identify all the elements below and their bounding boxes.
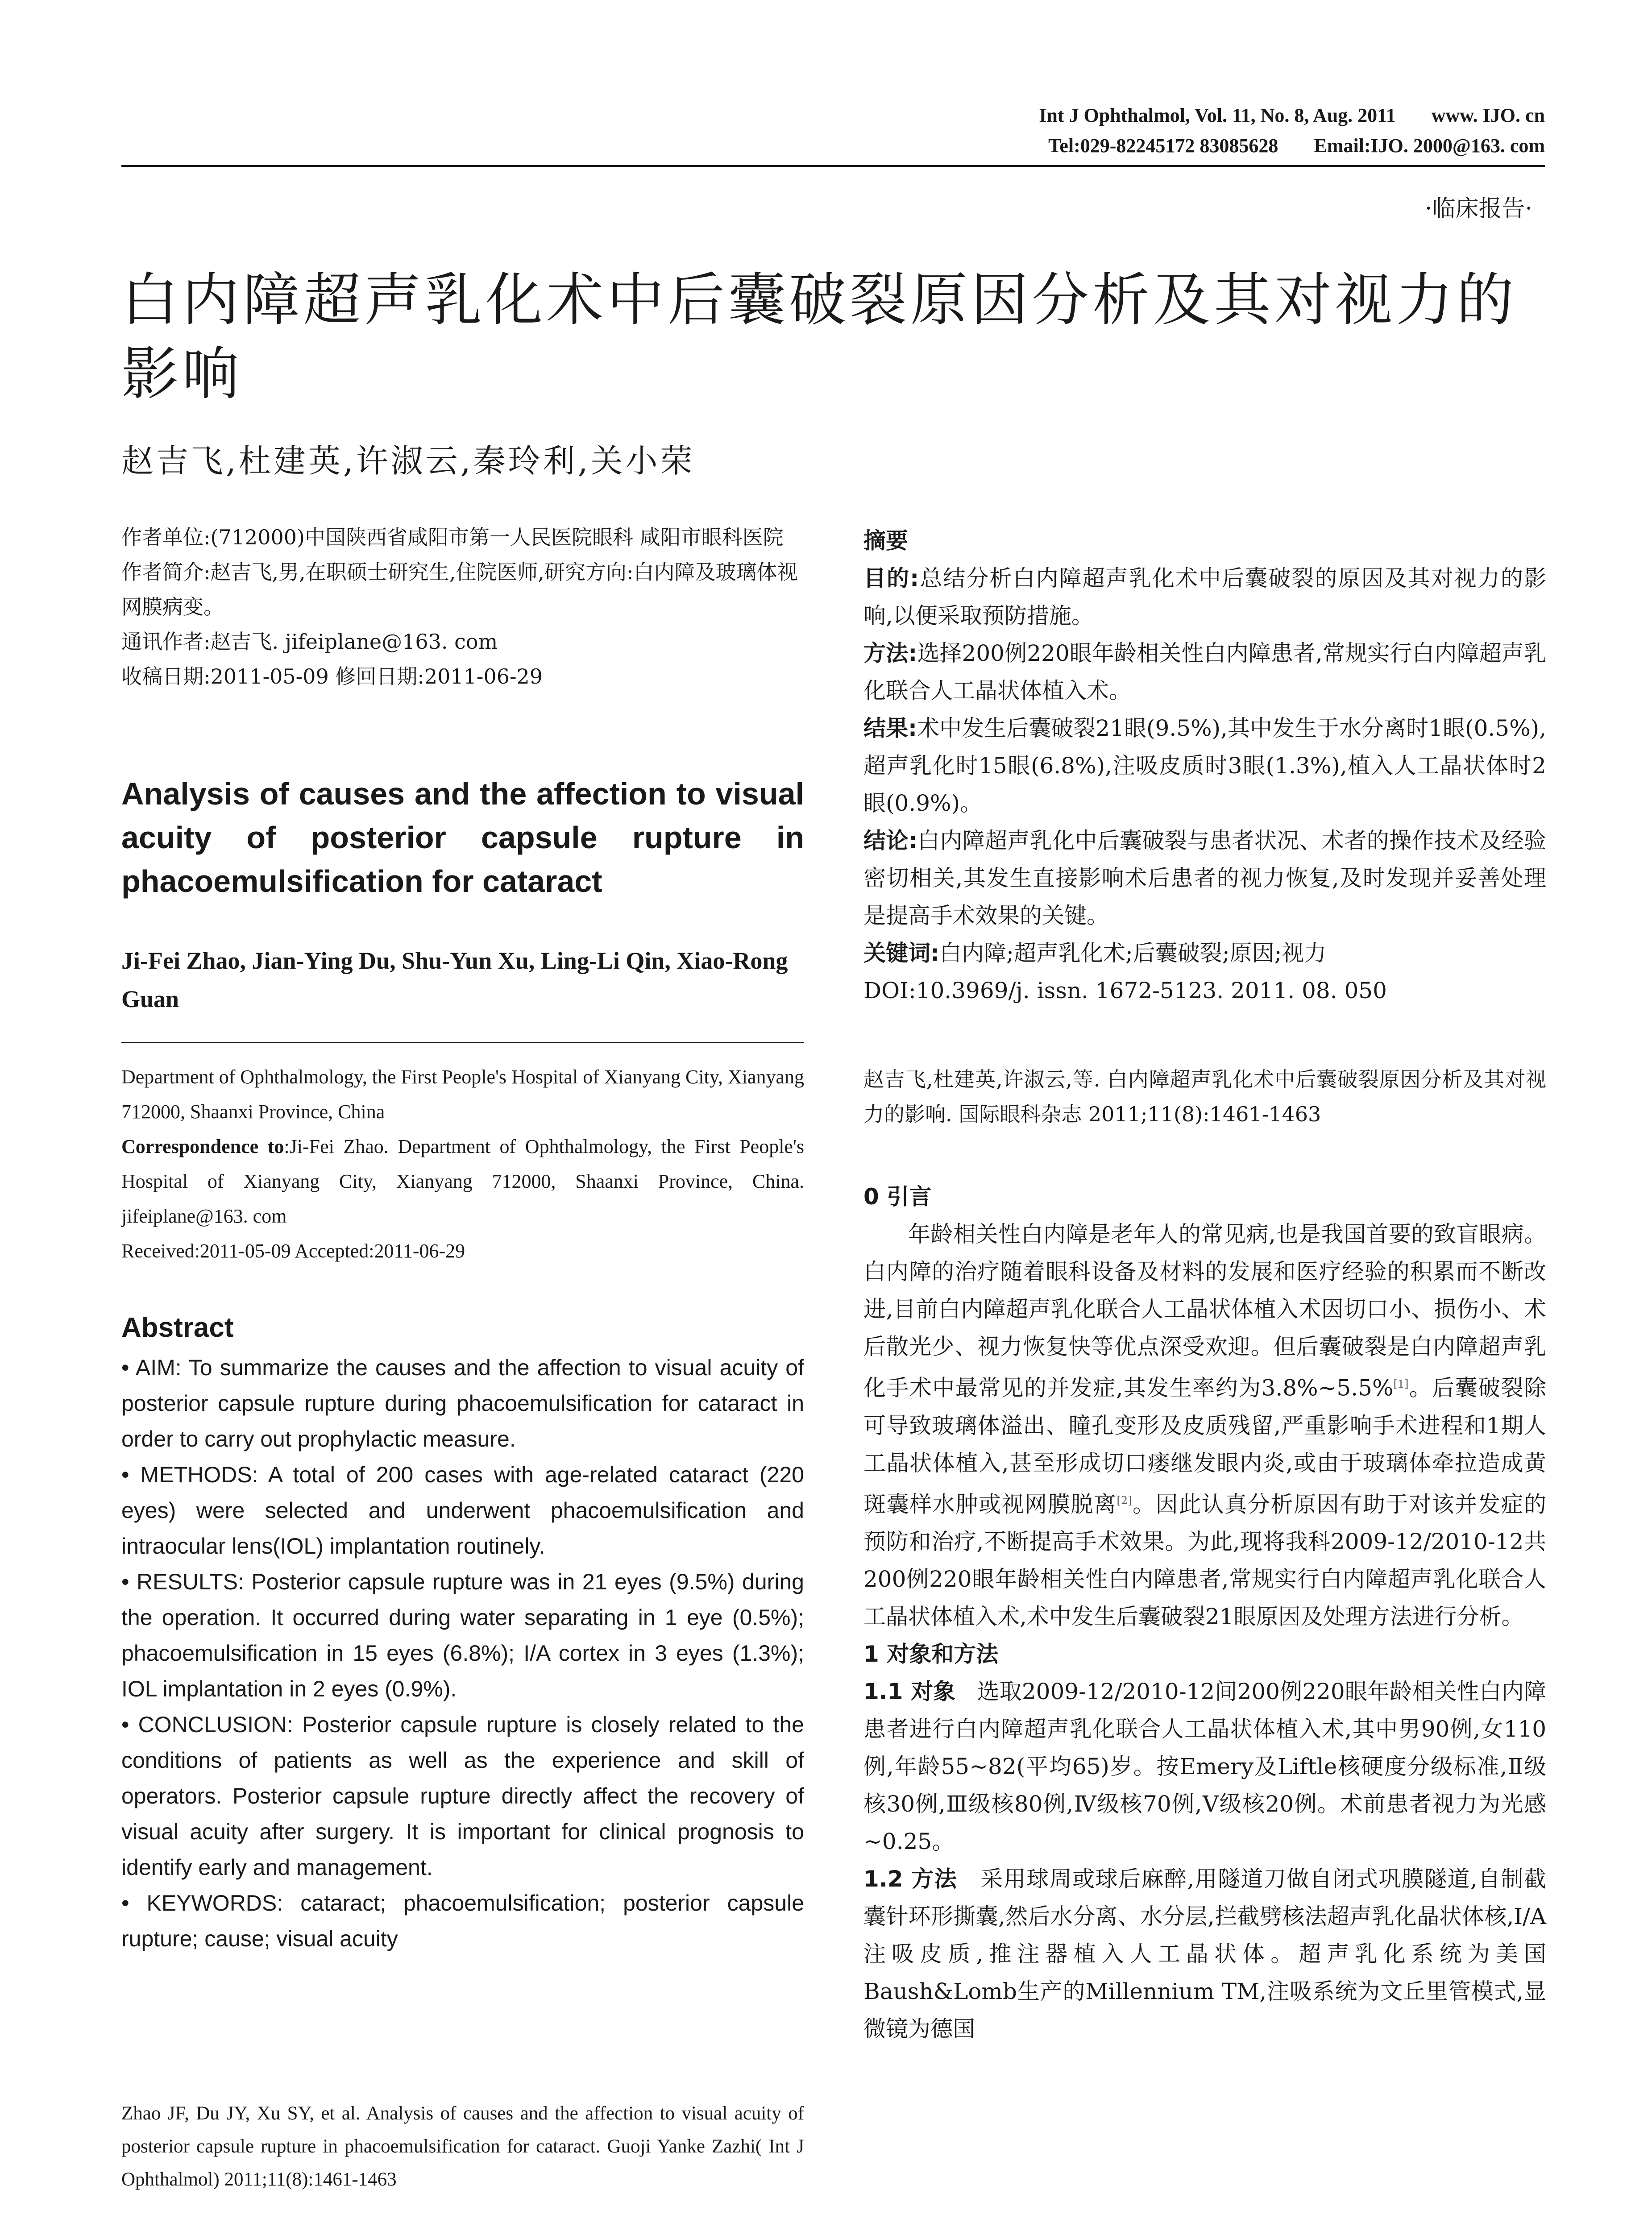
subjects-text: 选取2009-12/2010-12间200例220眼年龄相关性白内障患者进行白内障超声乳化联合人工晶状体植入术,其中男90例,女110例,年龄55~82(平均65)岁。按Emery及Liftle核硬度分级标准,Ⅱ级核30例,Ⅲ级核80例,Ⅳ级核70例,Ⅴ级核20例。术前患者视力为光感~0.25。 xyxy=(863,1679,1546,1855)
journal-email: Email:IJO. 2000@163. com xyxy=(1314,135,1545,157)
zh-abstract xyxy=(863,522,1546,1009)
abstract-methods: • METHODS: A total of 200 cases with age-related cataract (220 eyes) were selected and underwent phacoemulsification and intraocular lens(IOL) implantation routinely. xyxy=(121,1462,804,1559)
zh-citation: 赵吉飞,杜建英,许淑云,等. 白内障超声乳化术中后囊破裂原因分析及其对视力的影响. 国际眼科杂志 2011;11(8):1461-1463 xyxy=(863,1067,1546,1126)
intro-text-3: 。因此认真分析原因有助于对该并发症的预防和治疗,不断提高手术效果。为此,现将我科2009-12/2010-12共200例220眼年龄相关性白内障患者,常规实行白内障超声乳化联合人工晶状体植入术,术中发生后囊破裂21眼原因及处理方法进行分析。 xyxy=(863,1491,1547,1630)
journal-website: www. IJO. cn xyxy=(1431,104,1545,126)
zh-keywords-text: 白内障;超声乳化术;后囊破裂;原因;视力 xyxy=(939,940,1327,966)
header-rule xyxy=(121,165,1545,167)
author-rule xyxy=(121,1042,804,1043)
zh-methods-text: 选择200例220眼年龄相关性白内障患者,常规实行白内障超声乳化联合人工晶状体植入术。 xyxy=(863,640,1546,704)
zh-aim xyxy=(863,560,1546,634)
affiliation-dept: Department of Ophthalmology, the First People's Hospital of Xianyang City, Xianyang 712000, Shaanxi Province, China xyxy=(121,1066,804,1123)
methods-procedure xyxy=(863,1860,1546,2048)
journal-tel: Tel:029-82245172 83085628 xyxy=(1048,135,1278,157)
zh-keywords-label: 关键词: xyxy=(863,940,939,966)
meta-zh xyxy=(121,520,804,694)
zh-keywords xyxy=(863,934,1546,972)
intro-heading: 0 引言 xyxy=(863,1184,932,1210)
zh-aim-label: 目的: xyxy=(863,565,919,591)
affiliation-block xyxy=(121,1060,804,1269)
methods-heading: 1 对象和方法 xyxy=(863,1641,999,1667)
zh-conclusion xyxy=(863,822,1546,934)
authors-zh: 赵吉飞,杜建英,许淑云,秦玲利,关小荣 xyxy=(121,442,695,480)
methods-subjects xyxy=(863,1673,1546,1860)
zh-results xyxy=(863,709,1546,822)
intro-paragraph xyxy=(863,1215,1546,1635)
journal-info: Int J Ophthalmol, Vol. 11, No. 8, Aug. 2011 xyxy=(1039,104,1396,126)
meta-dates: 收稿日期:2011-05-09 修回日期:2011-06-29 xyxy=(121,664,543,688)
zh-doi: DOI:10.3969/j. issn. 1672-5123. 2011. 08. 050 xyxy=(863,978,1387,1004)
correspondence-text: :Ji-Fei Zhao. Department of Ophthalmology, the First People's Hospital of Xianyang City, Xianyang 712000, Shaanxi Province, China. jifeiplane@163. com xyxy=(121,1136,804,1227)
procedure-label: 1.2 方法 xyxy=(863,1866,958,1892)
citation-ref-1: [1] xyxy=(1393,1378,1409,1390)
affiliation-dates: Received:2011-05-09 Accepted:2011-06-29 xyxy=(121,1240,465,1262)
zh-conclusion-label: 结论: xyxy=(863,828,917,854)
intro-text-2: 。后囊破裂除可导致玻璃体溢出、瞳孔变形及皮质残留,严重影响手术进程和1期人工晶状体植入,甚至形成切口瘘继发眼内炎,或由于玻璃体牵拉造成黄斑囊样水肿或视网膜脱离 xyxy=(863,1375,1547,1518)
english-authors: Ji-Fei Zhao, Jian-Ying Du, Shu-Yun Xu, Ling-Li Qin, Xiao-Rong Guan xyxy=(121,947,788,1012)
abstract-body xyxy=(121,1350,804,1957)
intro-section xyxy=(863,1178,1546,2048)
zh-results-text: 术中发生后囊破裂21眼(9.5%),其中发生于水分离时1眼(0.5%),超声乳化时15眼(6.8%),注吸皮质时3眼(1.3%),植入人工晶状体时2眼(0.9%)。 xyxy=(863,715,1546,816)
procedure-text: 采用球周或球后麻醉,用隧道刀做自闭式巩膜隧道,自制截囊针环形撕囊,然后水分离、水分层,拦截劈核法超声乳化晶状体核,I/A注吸皮质,推注器植入人工晶状体。超声乳化系统为美国Baush&Lomb生产的Millennium TM,注吸系统为文丘里管模式,显微镜为德国 xyxy=(863,1866,1546,2042)
zh-conclusion-text: 白内障超声乳化中后囊破裂与患者状况、术者的操作技术及经验密切相关,其发生直接影响术后患者的视力恢复,及时发现并妥善处理是提高手术效果的关键。 xyxy=(863,828,1547,929)
zh-methods-label: 方法: xyxy=(863,640,917,666)
subjects-label: 1.1 对象 xyxy=(863,1679,956,1705)
zh-abstract-heading: 摘要 xyxy=(863,528,908,554)
zh-results-label: 结果: xyxy=(863,715,917,741)
citation-ref-2: [2] xyxy=(1117,1494,1132,1507)
intro-text-1: 年龄相关性白内障是老年人的常见病,也是我国首要的致盲眼病。白内障的治疗随着眼科设备及材料的发展和医疗经验的积累而不断改进,目前白内障超声乳化联合人工晶状体植入术因切口小、损伤小、术后散光少、视力恢复快等优点深受欢迎。但后囊破裂是白内障超声乳化手术中最常见的并发症,其发生率约为3.8%~5.5% xyxy=(863,1221,1546,1401)
section-tag: ·临床报告· xyxy=(1424,195,1532,222)
abstract-heading: Abstract xyxy=(121,1312,234,1343)
page-title: 白内障超声乳化术中后囊破裂原因分析及其对视力的影响 xyxy=(121,267,1518,407)
affiliation-correspondence xyxy=(121,1129,804,1234)
journal-header xyxy=(742,100,1545,161)
abstract-aim: • AIM: To summarize the causes and the affection to visual acuity of posterior capsule rupture during phacoemulsification for cataract in order to carry out prophylactic measure. xyxy=(121,1355,804,1451)
meta-correspondence: 通讯作者:赵吉飞. jifeiplane@163. com xyxy=(121,630,498,654)
zh-aim-text: 总结分析白内障超声乳化术中后囊破裂的原因及其对视力的影响,以便采取预防措施。 xyxy=(863,565,1547,629)
meta-affiliation: 作者单位:(712000)中国陕西省咸阳市第一人民医院眼科 咸阳市眼科医院 xyxy=(121,525,784,549)
english-citation: Zhao JF, Du JY, Xu SY, et al. Analysis of causes and the affection to visual acuity of posterior capsule rupture in phacoemulsification for cataract. Guoji Yanke Zazhi( Int J Ophthalmol) 2011;11(8):1461-1463 xyxy=(121,2103,804,2190)
abstract-keywords: • KEYWORDS: cataract; phacoemulsification; posterior capsule rupture; cause; visual acuity xyxy=(121,1891,804,1951)
correspondence-label: Correspondence to xyxy=(121,1136,284,1157)
zh-methods xyxy=(863,634,1546,709)
abstract-conclusion: • CONCLUSION: Posterior capsule rupture is closely related to the conditions of patients as well as the experience and skill of operators. Posterior capsule rupture directly affect the recovery of visual acuity after surgery. It is important for clinical prognosis to identify early and management. xyxy=(121,1712,804,1880)
meta-bio: 作者简介:赵吉飞,男,在职硕士研究生,住院医师,研究方向:白内障及玻璃体视网膜病变。 xyxy=(121,560,798,619)
english-title: Analysis of causes and the affection to visual acuity of posterior capsule rupture in phacoemulsification for cataract xyxy=(121,776,804,899)
abstract-results: • RESULTS: Posterior capsule rupture was in 21 eyes (9.5%) during the operation. It occurred during water separating in 1 eye (0.5%); phacoemulsification in 15 eyes (6.8%); I/A cortex in 3 eyes (1.3%); IOL implantation in 2 eyes (0.9%). xyxy=(121,1569,804,1701)
